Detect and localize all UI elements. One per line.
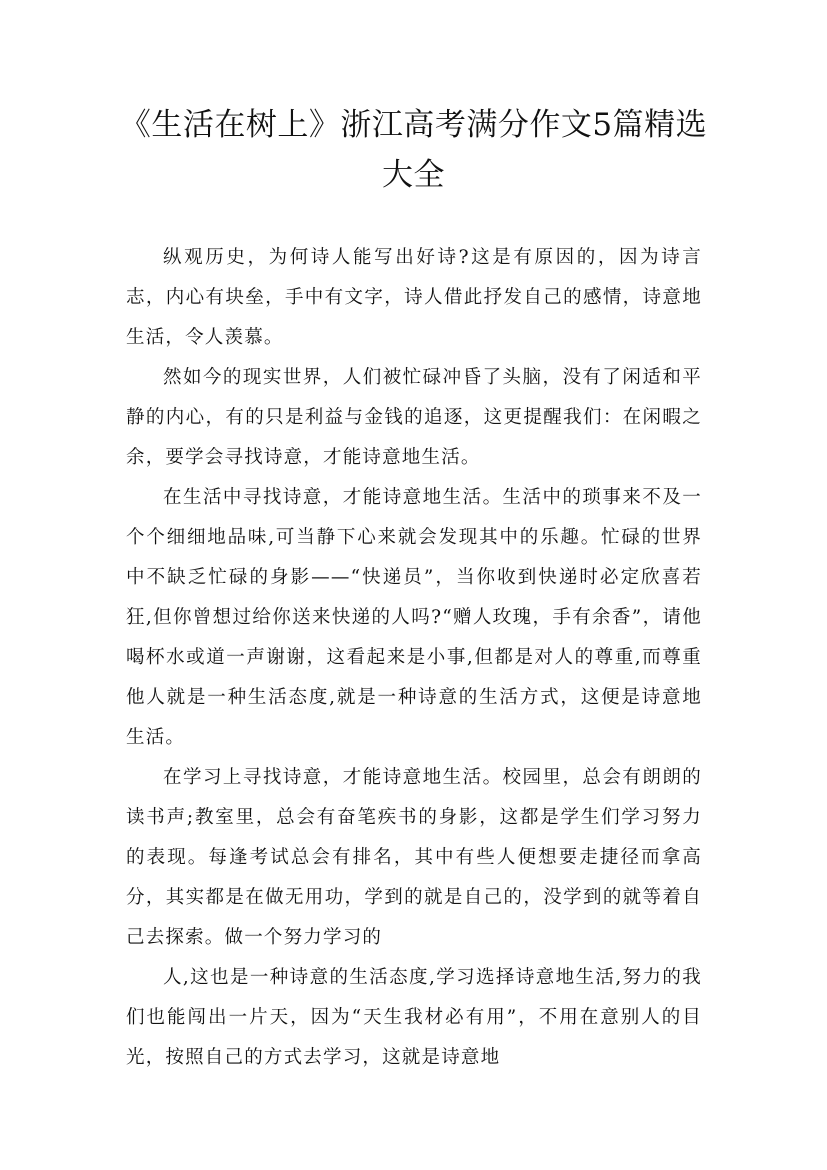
paragraph-5: 人,这也是一种诗意的生活态度,学习选择诗意地生活,努力的我们也能闯出一片天，因为“天生我材必有用”，不用在意别人的目光，按照自己的方式去学习，这就是诗意地: [126, 967, 702, 1068]
document-body: [126, 238, 702, 1078]
title-line-2: 大全: [382, 157, 445, 193]
title-line-1: 《生活在树上》浙江高考满分作文5篇精选: [119, 107, 708, 143]
paragraph-1: 纵观历史，为何诗人能写出好诗?这是有原因的，因为诗言志，内心有块垒，手中有文字，诗人借此抒发自己的感情，诗意地生活，令人羡慕。: [126, 247, 702, 348]
paragraph-2: 然如今的现实世界，人们被忙碌冲昏了头脑，没有了闲适和平静的内心，有的只是利益与金钱的追逐，这更提醒我们：在闲暇之余，要学会寻找诗意，才能诗意地生活。: [126, 367, 702, 468]
document-title: [0, 100, 827, 200]
paragraph-4: 在学习上寻找诗意，才能诗意地生活。校园里，总会有朗朗的读书声;教室里，总会有奋笔疾书的身影，这都是学生们学习努力的表现。每逢考试总会有排名，其中有些人便想要走捷径而拿高分，其实都是在做无用功，学到的就是自己的，没学到的就等着自己去探索。做一个努力学习的: [126, 767, 702, 948]
paragraph-3: 在生活中寻找诗意，才能诗意地生活。生活中的琐事来不及一个个细细地品味,可当静下心来就会发现其中的乐趣。忙碌的世界中不缺乏忙碌的身影——“快递员”，当你收到快递时必定欣喜若狂,但你曾想过给你送来快递的人吗?“赠人玫瑰，手有余香”，请他喝杯水或道一声谢谢，这看起来是小事,但都是对人的尊重,而尊重他人就是一种生活态度,就是一种诗意的生活方式，这便是诗意地生活。: [126, 487, 702, 748]
